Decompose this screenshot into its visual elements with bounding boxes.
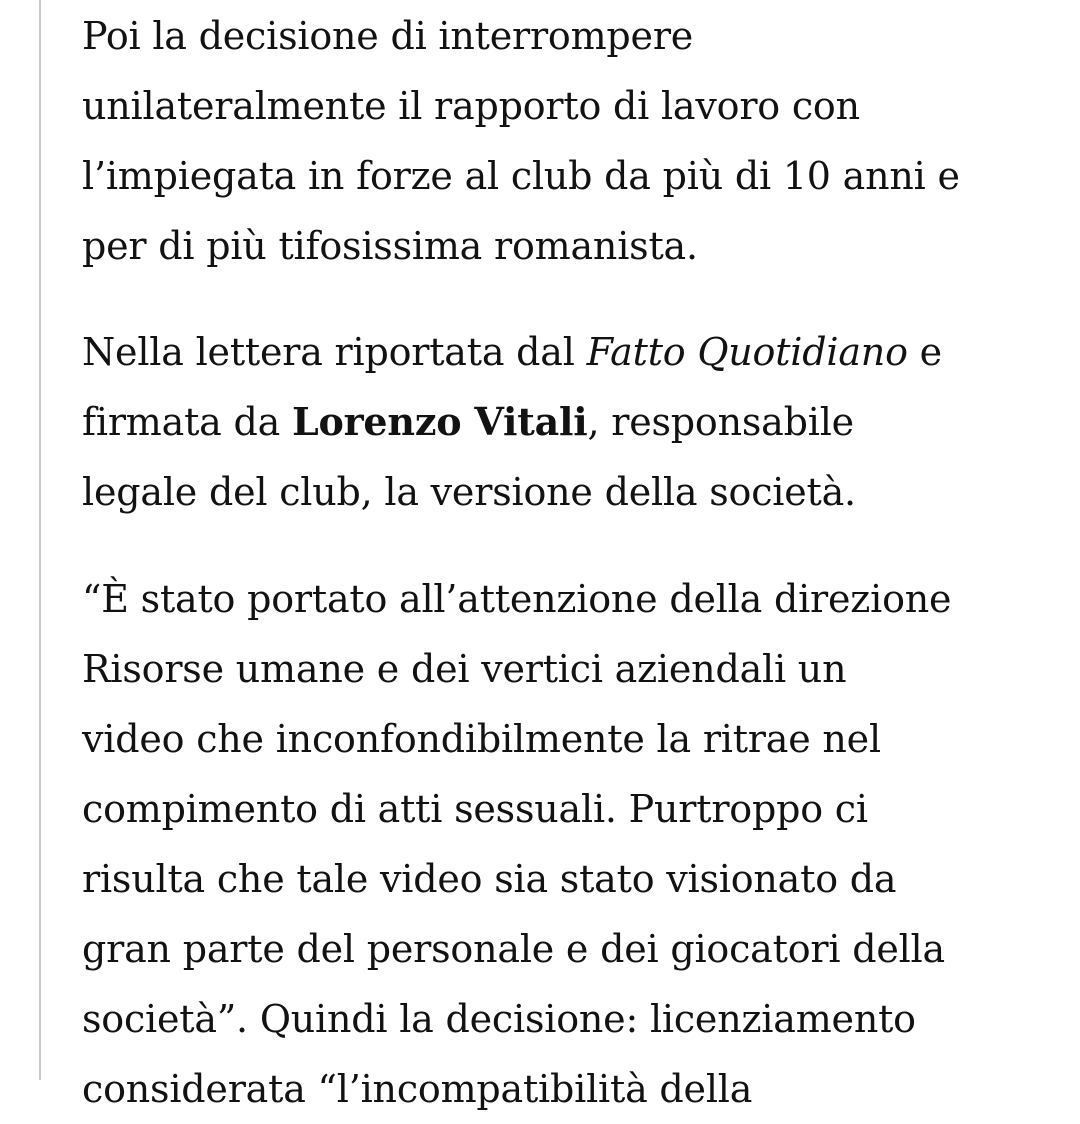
paragraph-1 bbox=[82, 1, 960, 281]
paragraph-2 bbox=[82, 317, 942, 527]
text-run: firmata da bbox=[82, 400, 292, 444]
text-run: , responsabile bbox=[587, 400, 854, 444]
paragraph-line bbox=[82, 317, 942, 387]
paragraph-line bbox=[82, 387, 942, 457]
paragraph-line: unilateralmente il rapporto di lavoro con bbox=[82, 84, 860, 128]
paragraph-line: considerata “l’incompatibilità della bbox=[82, 1067, 753, 1111]
left-border-rule bbox=[39, 0, 41, 1080]
paragraph-3 bbox=[82, 564, 951, 1124]
paragraph-line: società”. Quindi la decisione: licenziamento bbox=[82, 997, 916, 1041]
paragraph-line: “È stato portato all’attenzione della direzione bbox=[82, 577, 952, 621]
paragraph-line: legale del club, la versione della società. bbox=[82, 470, 856, 514]
text-run: Nella lettera riportata dal bbox=[82, 330, 587, 374]
paragraph-line: Poi la decisione di interrompere bbox=[82, 14, 694, 58]
paragraph-line: Risorse umane e dei vertici aziendali un bbox=[82, 647, 847, 691]
paragraph-line: video che inconfondibilmente la ritrae nel bbox=[82, 717, 881, 761]
text-run: e bbox=[907, 330, 942, 374]
newspaper-name: Fatto Quotidiano bbox=[586, 330, 908, 374]
person-name: Lorenzo Vitali bbox=[291, 399, 588, 444]
paragraph-line: risulta che tale video sia stato visionato da bbox=[82, 857, 897, 901]
paragraph-line: gran parte del personale e dei giocatori della bbox=[82, 927, 945, 971]
paragraph-line: compimento di atti sessuali. Purtroppo ci bbox=[82, 787, 868, 831]
paragraph-line: per di più tifosissima romanista. bbox=[82, 224, 698, 268]
paragraph-line: l’impiegata in forze al club da più di 10 anni e bbox=[82, 154, 960, 198]
